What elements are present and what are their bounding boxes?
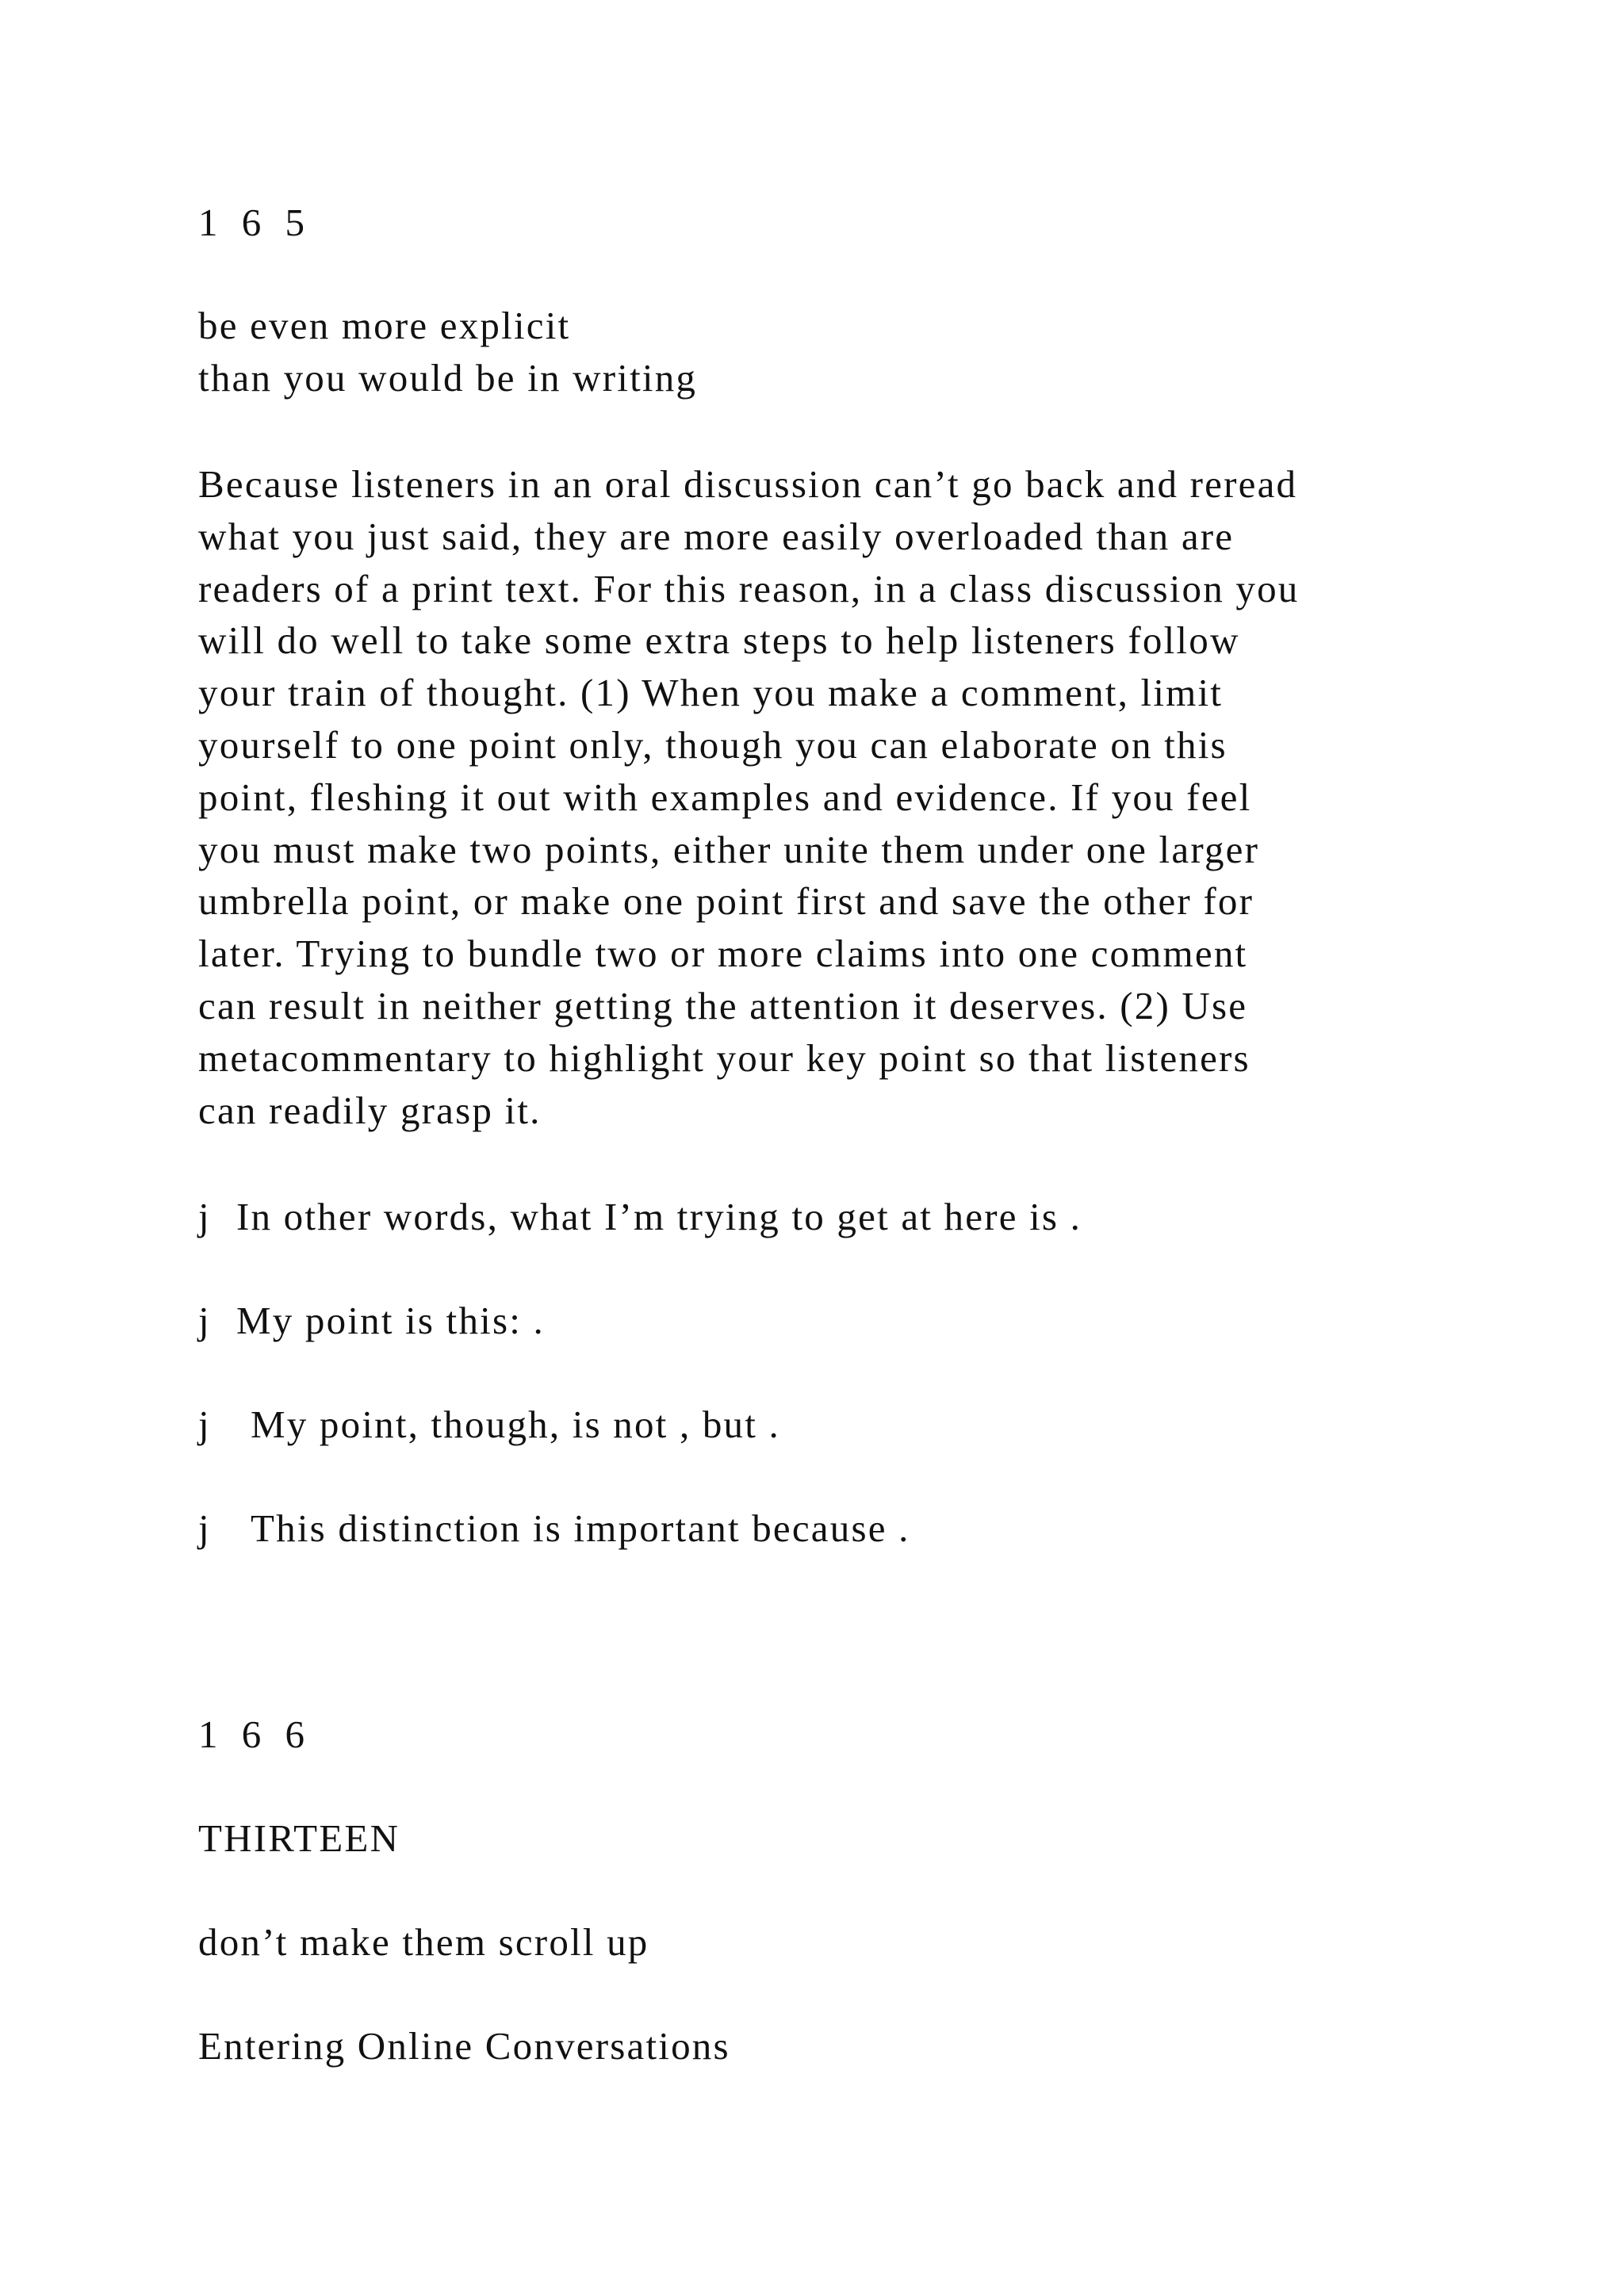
bullet-mark: j: [198, 1299, 211, 1342]
paragraph-line: yourself to one point only, though you can elaborate on this: [198, 722, 1228, 767]
template-text: This distinction is important because .: [251, 1506, 910, 1550]
chapter-tagline: don’t make them scroll up: [198, 1920, 649, 1964]
template-text: In other words, what I’m trying to get at here is .: [236, 1195, 1082, 1238]
template-item: [198, 1191, 1082, 1243]
paragraph-line: your train of thought. (1) When you make a comment, limit: [198, 671, 1224, 715]
bullet-mark: j: [198, 1506, 211, 1550]
bullet-mark: j: [198, 1402, 211, 1446]
paragraph-line: metacommentary to highlight your key point so that listeners: [198, 1035, 1251, 1080]
paragraph-line: what you just said, they are more easily overloaded than are: [198, 514, 1235, 558]
template-text: My point is this: .: [236, 1299, 545, 1342]
paragraph-line: you must make two points, either unite them under one larger: [198, 827, 1260, 871]
paragraph-line: will do well to take some extra steps to help listeners follow: [198, 618, 1240, 663]
template-text: My point, though, is not , but .: [251, 1402, 780, 1446]
paragraph-line: point, fleshing it out with examples and evidence. If you feel: [198, 775, 1252, 819]
chapter-title: Entering Online Conversations: [198, 2024, 730, 2068]
template-item: [198, 1502, 910, 1555]
template-item: [198, 1295, 545, 1347]
page-number: 1 6 5: [198, 201, 312, 244]
body-paragraph: [198, 458, 1435, 1136]
template-item: [198, 1399, 780, 1451]
paragraph-line: can result in neither getting the attention it deserves. (2) Use: [198, 983, 1248, 1027]
section-heading-line-1: be even more explicit: [198, 304, 571, 347]
page-number: 1 6 6: [198, 1712, 312, 1756]
bullet-mark: j: [198, 1195, 211, 1238]
chapter-number: THIRTEEN: [198, 1816, 400, 1860]
paragraph-line: umbrella point, or make one point first and save the other for: [198, 879, 1254, 924]
paragraph-line: later. Trying to bundle two or more claims into one comment: [198, 932, 1248, 976]
section-heading-line-2: than you would be in writing: [198, 356, 698, 400]
paragraph-line: readers of a print text. For this reason, in a class discussion you: [198, 566, 1300, 610]
paragraph-line: Because listeners in an oral discussion can’t go back and reread: [198, 462, 1298, 506]
paragraph-line: can readily grasp it.: [198, 1088, 542, 1132]
